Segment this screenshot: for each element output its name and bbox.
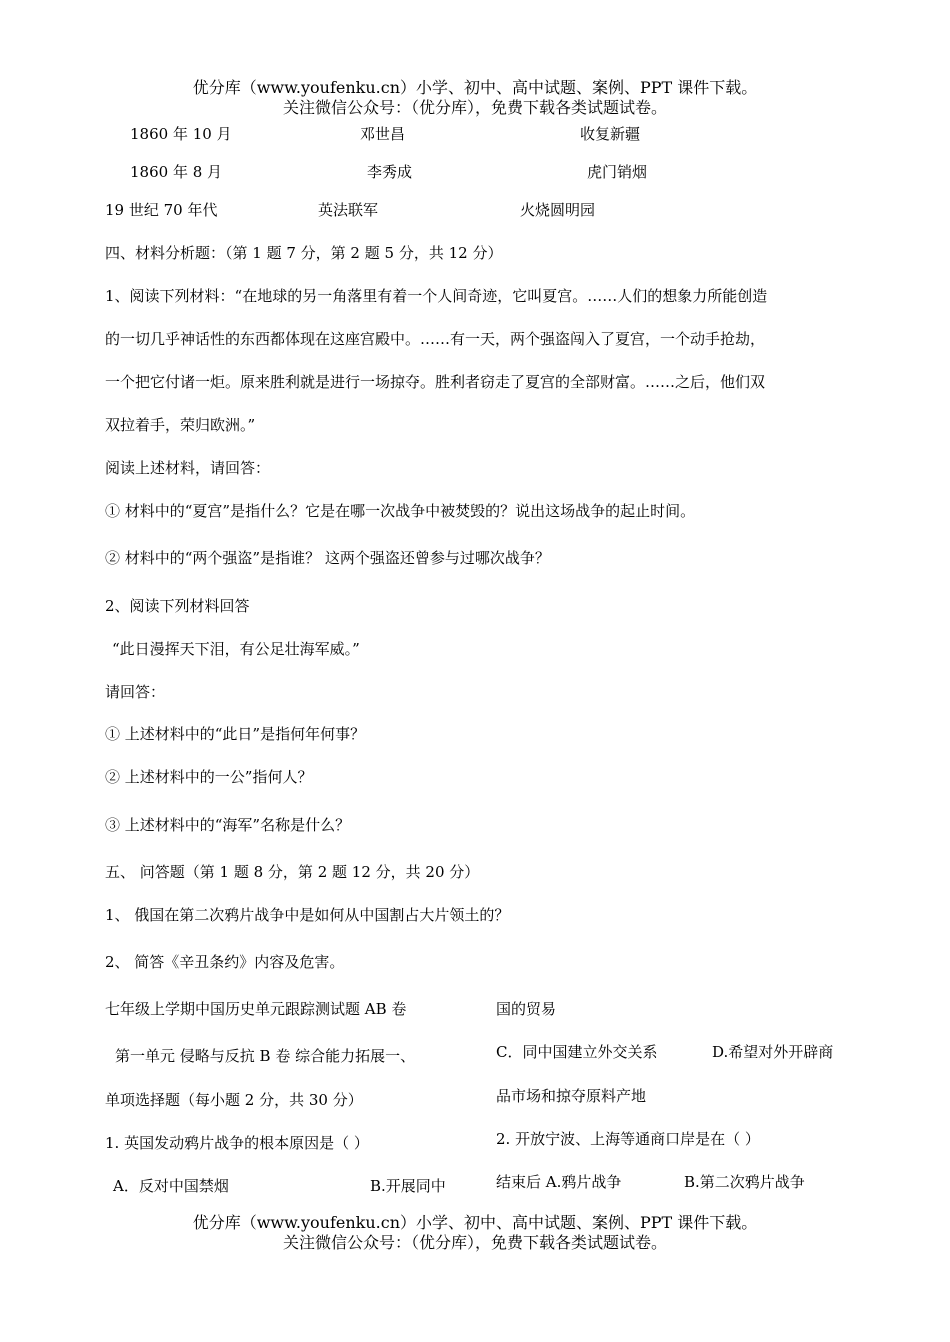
right-col-q2-option-a: 结束后 A.鸦片战争 <box>496 1173 622 1191</box>
right-col-option-d: D.希望对外开辟商 <box>712 1043 834 1061</box>
match-row-1-col-3: 收复新疆 <box>580 125 641 143</box>
s4-q1-line-1: 1、阅读下列材料：“在地球的另一角落里有着一个人间奇迹，它叫夏宫。……人们的想象力所能创造 <box>105 287 768 305</box>
right-col-q2: 2. 开放宁波、上海等通商口岸是在（ ） <box>496 1130 760 1148</box>
left-col-type: 单项选择题（每小题 2 分，共 30 分） <box>105 1091 363 1109</box>
s4-q1-line-3: 一个把它付诸一炬。原来胜利就是进行一场掠夺。胜利者窃走了夏宫的全部财富。……之后，他们双 <box>105 373 766 391</box>
s4-q2-prompt: 请回答： <box>105 683 166 701</box>
left-col-q1-option-a: A．反对中国禁烟 <box>113 1177 229 1195</box>
left-col-q1-option-b: B.开展同中 <box>370 1177 446 1195</box>
section-5-title: 五、 问答题（第 1 题 8 分，第 2 题 12 分，共 20 分） <box>105 863 480 881</box>
s4-q1-sub-2: ② 材料中的“两个强盗”是指谁？ 这两个强盗还曾参与过哪次战争？ <box>105 549 550 567</box>
s4-q1-line-4: 双拉着手，荣归欧洲。” <box>105 416 256 434</box>
right-col-line-3: 品市场和掠夺原料产地 <box>496 1087 647 1105</box>
footer-line-1: 优分库（www.youfenku.cn）小学、初中、高中试题、案例、PPT 课件下载。 <box>192 1213 758 1232</box>
left-col-q1: 1. 英国发动鸦片战争的根本原因是（ ） <box>105 1134 369 1152</box>
s4-q1-prompt: 阅读上述材料，请回答： <box>105 459 271 477</box>
match-row-2-col-2: 李秀成 <box>367 163 413 181</box>
s4-q2-sub-2: ② 上述材料中的一公”指何人？ <box>105 768 313 786</box>
match-row-2-col-3: 虎门销烟 <box>587 163 648 181</box>
s4-q1-line-2: 的一切几乎神话性的东西都体现在这座宫殿中。……有一天，两个强盗闯入了夏宫，一个动手抢劫， <box>105 330 766 348</box>
match-row-3-col-1: 19 世纪 70 年代 <box>105 201 218 219</box>
header-line-1: 优分库（www.youfenku.cn）小学、初中、高中试题、案例、PPT 课件下载。 <box>192 78 758 97</box>
right-col-line-1: 国的贸易 <box>496 1000 557 1018</box>
match-row-1-col-2: 邓世昌 <box>360 125 406 143</box>
section-4-title: 四、材料分析题：（第 1 题 7 分，第 2 题 5 分，共 12 分） <box>105 244 503 262</box>
right-col-option-c: C．同中国建立外交关系 <box>496 1043 658 1061</box>
match-row-1-col-1: 1860 年 10 月 <box>130 125 232 143</box>
s5-q2: 2、 简答《辛丑条约》内容及危害。 <box>105 953 345 971</box>
match-row-3-col-2: 英法联军 <box>318 201 379 219</box>
match-row-3-col-3: 火烧圆明园 <box>520 201 596 219</box>
s4-q2-title: 2、阅读下列材料回答 <box>105 597 250 615</box>
footer-line-2: 关注微信公众号：（优分库），免费下载各类试题试卷。 <box>282 1233 667 1252</box>
left-col-unit: 第一单元 侵略与反抗 B 卷 综合能力拓展一、 <box>115 1047 416 1065</box>
s4-q2-quote: “此日漫挥天下泪，有公足壮海军威。” <box>112 640 360 658</box>
match-row-2-col-1: 1860 年 8 月 <box>130 163 223 181</box>
right-col-q2-option-b: B.第二次鸦片战争 <box>684 1173 805 1191</box>
s4-q1-sub-1: ① 材料中的“夏宫”是指什么？它是在哪一次战争中被焚毁的？说出这场战争的起止时间。 <box>105 502 696 520</box>
left-col-title: 七年级上学期中国历史单元跟踪测试题 AB 卷 <box>105 1000 407 1018</box>
s4-q2-sub-3: ③ 上述材料中的“海军”名称是什么？ <box>105 816 351 834</box>
s4-q2-sub-1: ① 上述材料中的“此日”是指何年何事？ <box>105 725 366 743</box>
header-line-2: 关注微信公众号：（优分库），免费下载各类试题试卷。 <box>282 98 667 117</box>
s5-q1: 1、 俄国在第二次鸦片战争中是如何从中国割占大片领土的？ <box>105 906 510 924</box>
